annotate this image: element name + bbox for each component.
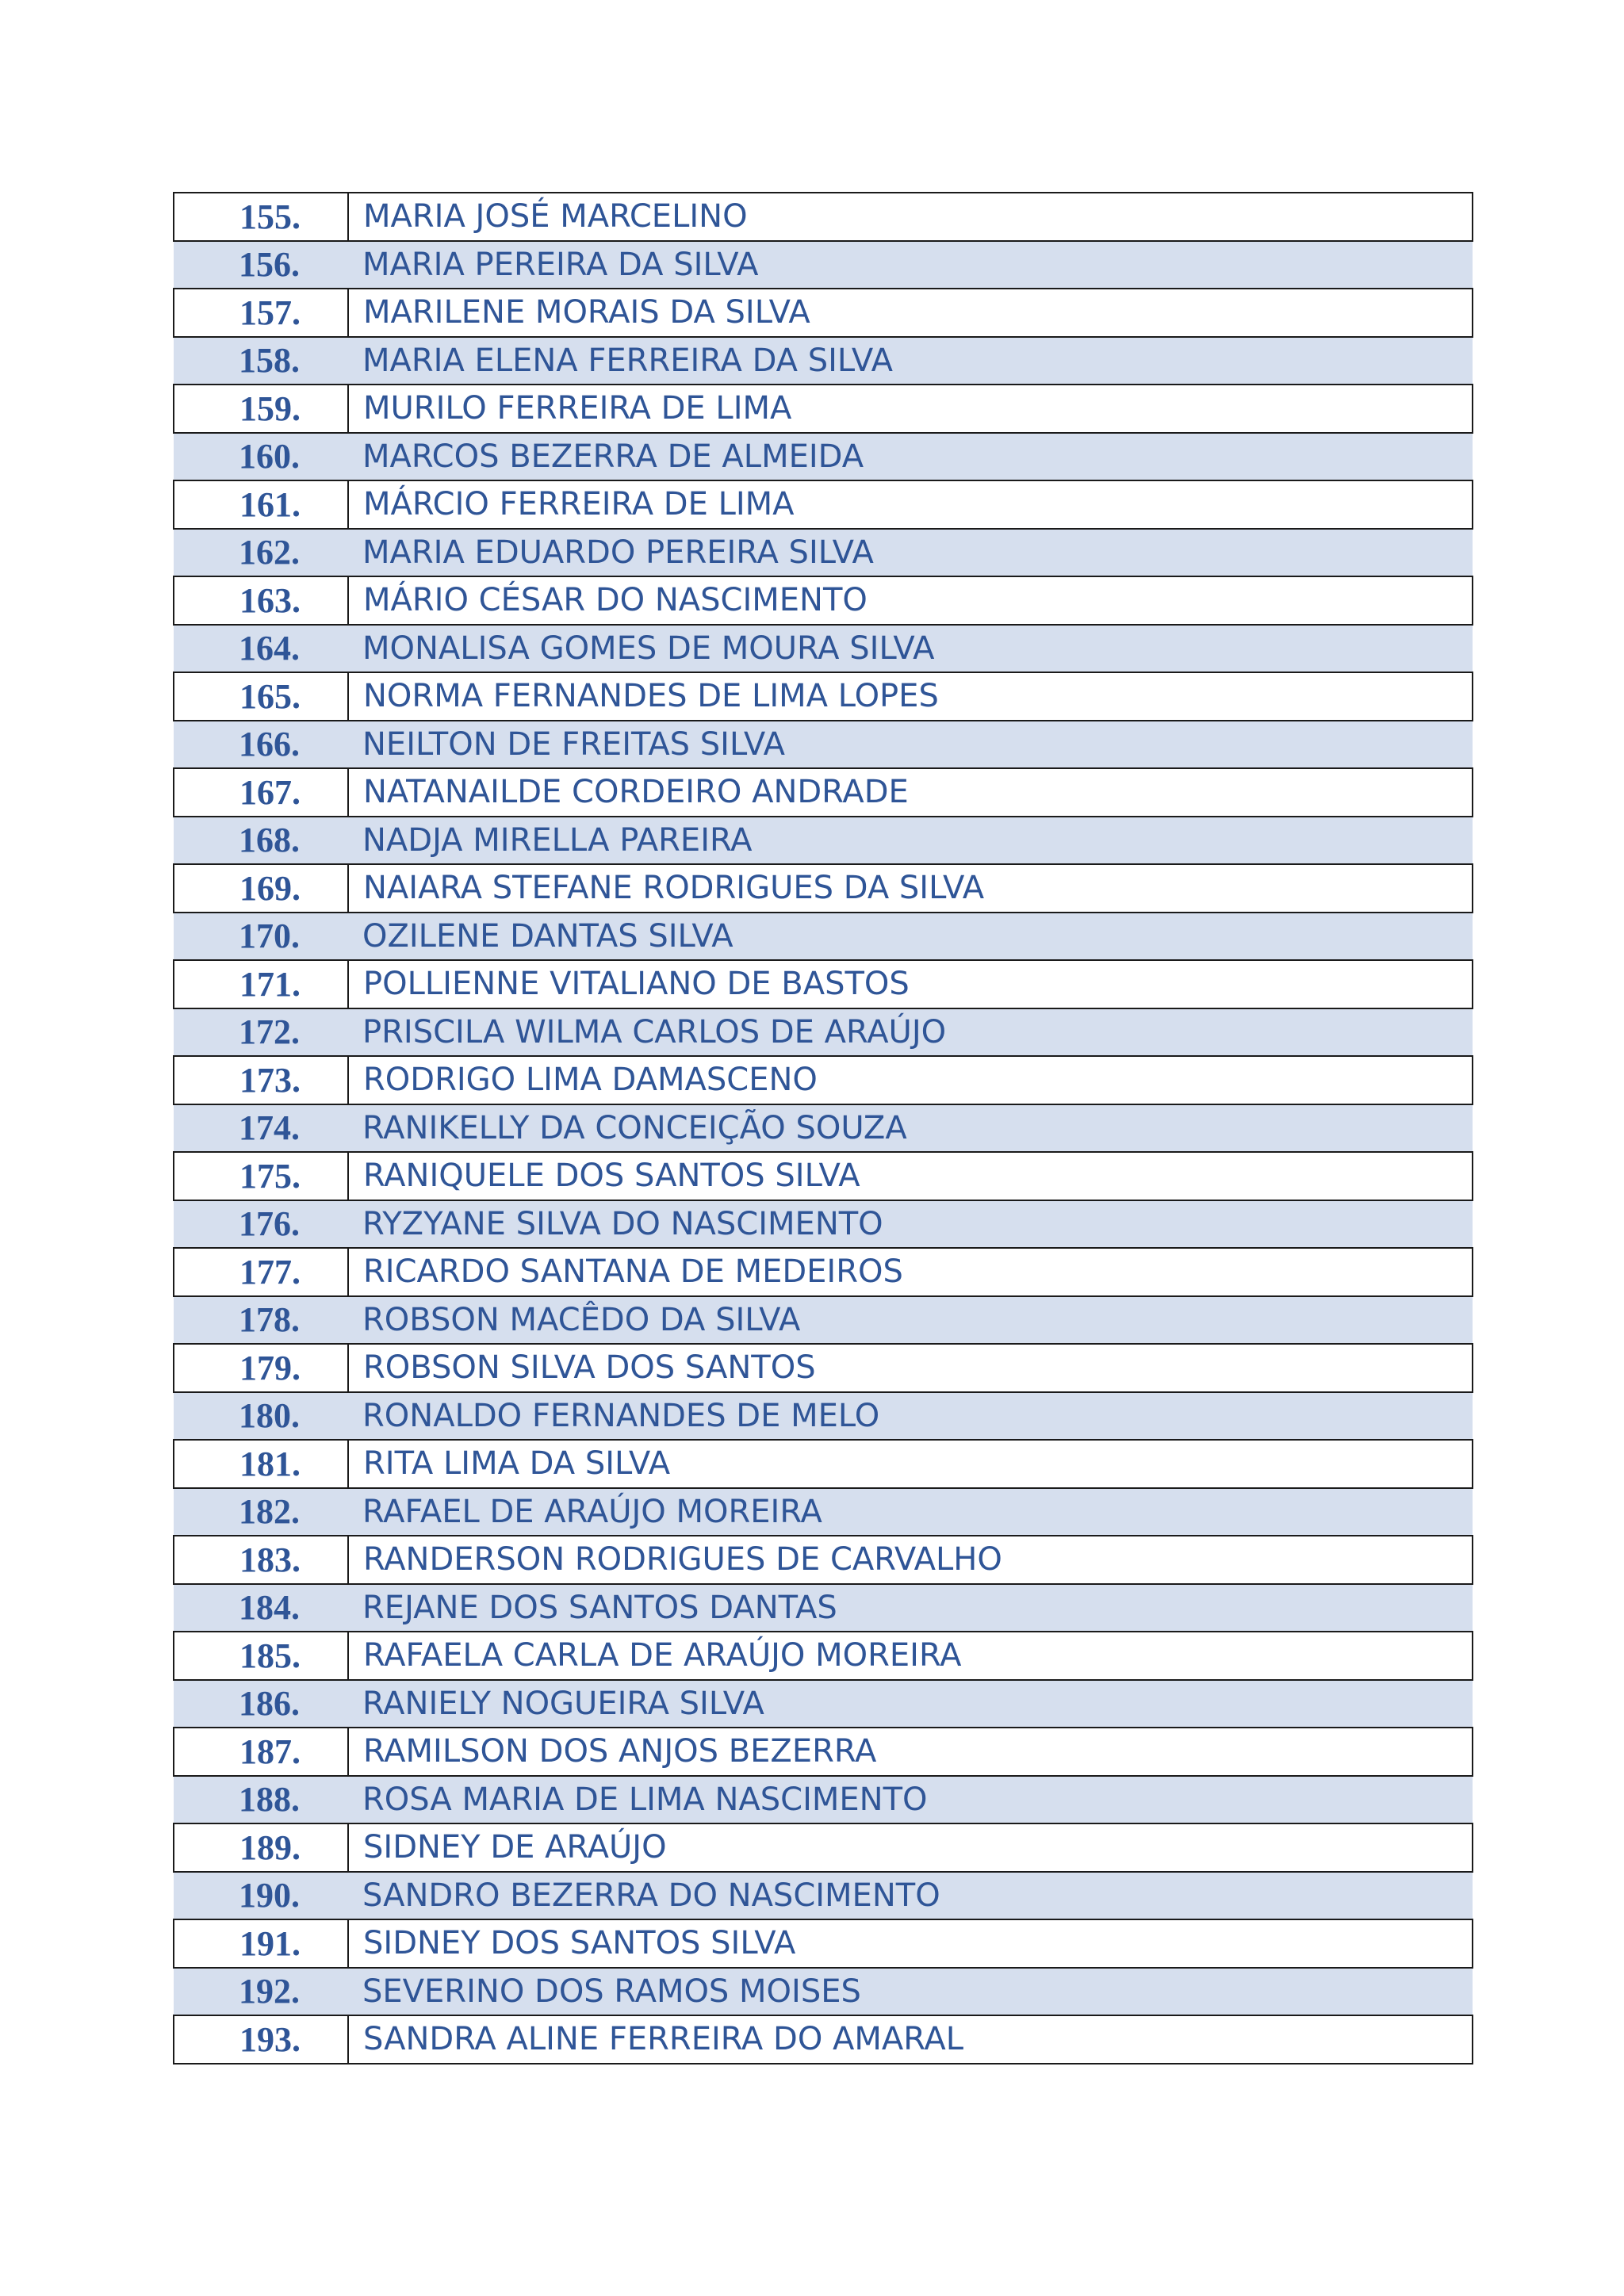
person-name: MURILO FERREIRA DE LIMA bbox=[348, 385, 1473, 433]
table-row bbox=[174, 1919, 1473, 1968]
row-number: 188. bbox=[174, 1776, 348, 1824]
person-name: ROSA MARIA DE LIMA NASCIMENTO bbox=[348, 1776, 1473, 1824]
table-row bbox=[174, 960, 1473, 1008]
row-number: 161. bbox=[174, 480, 348, 529]
row-number: 171. bbox=[174, 960, 348, 1008]
table-row bbox=[174, 721, 1473, 769]
row-number: 155. bbox=[174, 193, 348, 241]
table-row bbox=[174, 480, 1473, 529]
table-row bbox=[174, 1392, 1473, 1441]
person-name: ROBSON SILVA DOS SANTOS bbox=[348, 1344, 1473, 1392]
table-row bbox=[174, 1008, 1473, 1057]
table-row bbox=[174, 768, 1473, 817]
row-number: 174. bbox=[174, 1104, 348, 1153]
table-row bbox=[174, 1248, 1473, 1296]
table-row bbox=[174, 672, 1473, 721]
person-name: NAIARA STEFANE RODRIGUES DA SILVA bbox=[348, 864, 1473, 913]
table-row bbox=[174, 337, 1473, 385]
person-name: POLLIENNE VITALIANO DE BASTOS bbox=[348, 960, 1473, 1008]
table-row bbox=[174, 1296, 1473, 1345]
table-row bbox=[174, 913, 1473, 961]
person-name: RANIELY NOGUEIRA SILVA bbox=[348, 1680, 1473, 1728]
person-name: RODRIGO LIMA DAMASCENO bbox=[348, 1056, 1473, 1104]
table-row bbox=[174, 1823, 1473, 1872]
row-number: 162. bbox=[174, 529, 348, 577]
person-name: RAFAEL DE ARAÚJO MOREIRA bbox=[348, 1488, 1473, 1536]
row-number: 180. bbox=[174, 1392, 348, 1441]
row-number: 193. bbox=[174, 2015, 348, 2064]
person-name: SANDRO BEZERRA DO NASCIMENTO bbox=[348, 1872, 1473, 1920]
table-row bbox=[174, 1056, 1473, 1104]
table-row bbox=[174, 289, 1473, 337]
row-number: 181. bbox=[174, 1440, 348, 1488]
row-number: 182. bbox=[174, 1488, 348, 1536]
row-number: 186. bbox=[174, 1680, 348, 1728]
person-name: RAFAELA CARLA DE ARAÚJO MOREIRA bbox=[348, 1632, 1473, 1680]
table-row bbox=[174, 193, 1473, 241]
table-row bbox=[174, 1728, 1473, 1776]
row-number: 190. bbox=[174, 1872, 348, 1920]
table-row bbox=[174, 1680, 1473, 1728]
row-number: 187. bbox=[174, 1728, 348, 1776]
row-number: 173. bbox=[174, 1056, 348, 1104]
row-number: 172. bbox=[174, 1008, 348, 1057]
row-number: 166. bbox=[174, 721, 348, 769]
table-row bbox=[174, 1200, 1473, 1249]
person-name: OZILENE DANTAS SILVA bbox=[348, 913, 1473, 961]
person-name: SIDNEY DOS SANTOS SILVA bbox=[348, 1919, 1473, 1968]
row-number: 179. bbox=[174, 1344, 348, 1392]
row-number: 189. bbox=[174, 1823, 348, 1872]
table-row bbox=[174, 529, 1473, 577]
person-name: RITA LIMA DA SILVA bbox=[348, 1440, 1473, 1488]
person-name: MÁRIO CÉSAR DO NASCIMENTO bbox=[348, 576, 1473, 625]
table-row bbox=[174, 1632, 1473, 1680]
table-row bbox=[174, 576, 1473, 625]
table-row bbox=[174, 241, 1473, 289]
person-name: MÁRCIO FERREIRA DE LIMA bbox=[348, 480, 1473, 529]
row-number: 158. bbox=[174, 337, 348, 385]
row-number: 165. bbox=[174, 672, 348, 721]
table-row bbox=[174, 1440, 1473, 1488]
table-row bbox=[174, 1536, 1473, 1584]
row-number: 163. bbox=[174, 576, 348, 625]
table-row bbox=[174, 1104, 1473, 1153]
row-number: 175. bbox=[174, 1152, 348, 1200]
person-name: RYZYANE SILVA DO NASCIMENTO bbox=[348, 1200, 1473, 1249]
person-name: RONALDO FERNANDES DE MELO bbox=[348, 1392, 1473, 1441]
row-number: 183. bbox=[174, 1536, 348, 1584]
person-name: NEILTON DE FREITAS SILVA bbox=[348, 721, 1473, 769]
row-number: 167. bbox=[174, 768, 348, 817]
person-name: NADJA MIRELLA PAREIRA bbox=[348, 817, 1473, 865]
person-name: MARCOS BEZERRA DE ALMEIDA bbox=[348, 433, 1473, 481]
table-row bbox=[174, 817, 1473, 865]
row-number: 178. bbox=[174, 1296, 348, 1345]
table-row bbox=[174, 433, 1473, 481]
row-number: 156. bbox=[174, 241, 348, 289]
table-row bbox=[174, 1344, 1473, 1392]
person-name: REJANE DOS SANTOS DANTAS bbox=[348, 1584, 1473, 1632]
row-number: 184. bbox=[174, 1584, 348, 1632]
person-name: SEVERINO DOS RAMOS MOISES bbox=[348, 1968, 1473, 2016]
row-number: 160. bbox=[174, 433, 348, 481]
row-number: 164. bbox=[174, 625, 348, 673]
person-name: MONALISA GOMES DE MOURA SILVA bbox=[348, 625, 1473, 673]
row-number: 192. bbox=[174, 1968, 348, 2016]
person-name: NATANAILDE CORDEIRO ANDRADE bbox=[348, 768, 1473, 817]
person-name: SANDRA ALINE FERREIRA DO AMARAL bbox=[348, 2015, 1473, 2064]
name-list-table bbox=[173, 192, 1473, 2064]
person-name: MARIA ELENA FERREIRA DA SILVA bbox=[348, 337, 1473, 385]
person-name: MARIA EDUARDO PEREIRA SILVA bbox=[348, 529, 1473, 577]
row-number: 159. bbox=[174, 385, 348, 433]
person-name: MARIA JOSÉ MARCELINO bbox=[348, 193, 1473, 241]
person-name: NORMA FERNANDES DE LIMA LOPES bbox=[348, 672, 1473, 721]
name-list-body bbox=[174, 193, 1473, 2064]
table-row bbox=[174, 385, 1473, 433]
row-number: 191. bbox=[174, 1919, 348, 1968]
row-number: 177. bbox=[174, 1248, 348, 1296]
row-number: 157. bbox=[174, 289, 348, 337]
row-number: 169. bbox=[174, 864, 348, 913]
table-row bbox=[174, 1488, 1473, 1536]
table-row bbox=[174, 625, 1473, 673]
table-row bbox=[174, 1776, 1473, 1824]
row-number: 170. bbox=[174, 913, 348, 961]
table-row bbox=[174, 2015, 1473, 2064]
person-name: RANIKELLY DA CONCEIÇÃO SOUZA bbox=[348, 1104, 1473, 1153]
person-name: MARIA PEREIRA DA SILVA bbox=[348, 241, 1473, 289]
row-number: 176. bbox=[174, 1200, 348, 1249]
table-row bbox=[174, 1584, 1473, 1632]
table-row bbox=[174, 1968, 1473, 2016]
table-row bbox=[174, 864, 1473, 913]
person-name: RANDERSON RODRIGUES DE CARVALHO bbox=[348, 1536, 1473, 1584]
row-number: 168. bbox=[174, 817, 348, 865]
table-row bbox=[174, 1872, 1473, 1920]
person-name: PRISCILA WILMA CARLOS DE ARAÚJO bbox=[348, 1008, 1473, 1057]
person-name: RANIQUELE DOS SANTOS SILVA bbox=[348, 1152, 1473, 1200]
person-name: RICARDO SANTANA DE MEDEIROS bbox=[348, 1248, 1473, 1296]
table-row bbox=[174, 1152, 1473, 1200]
person-name: ROBSON MACÊDO DA SILVA bbox=[348, 1296, 1473, 1345]
person-name: MARILENE MORAIS DA SILVA bbox=[348, 289, 1473, 337]
row-number: 185. bbox=[174, 1632, 348, 1680]
person-name: RAMILSON DOS ANJOS BEZERRA bbox=[348, 1728, 1473, 1776]
person-name: SIDNEY DE ARAÚJO bbox=[348, 1823, 1473, 1872]
